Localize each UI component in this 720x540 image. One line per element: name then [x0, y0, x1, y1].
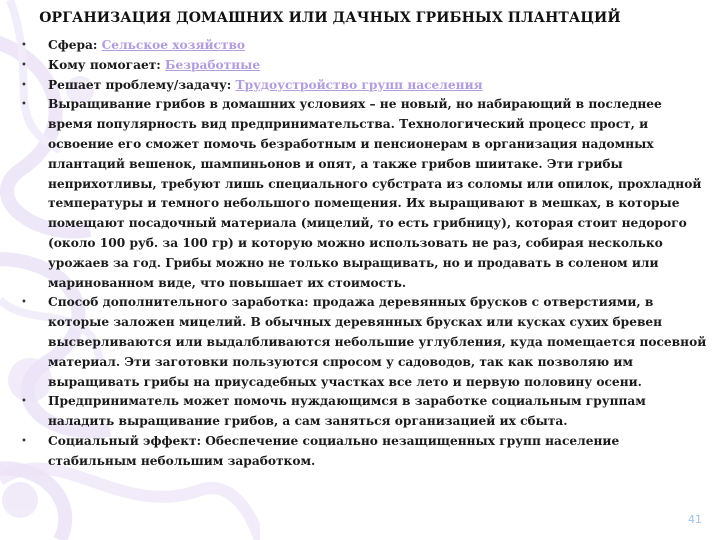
bullet-marker: • — [21, 59, 27, 71]
bullet-marker: • — [21, 40, 27, 51]
target-group-link[interactable]: Безработные — [165, 57, 261, 72]
item-label: Кому помогает: — [48, 57, 166, 72]
list-item — [18, 432, 708, 472]
item-label: Решает проблему/задачу: — [48, 77, 236, 92]
bullet-marker: • — [21, 297, 27, 309]
list-item — [18, 293, 708, 392]
item-text: Предприниматель может помочь нуждающимся в заработке социальным группам наладить выращивание грибов, а сам заняться организацией их сбыта. — [48, 394, 646, 429]
page-number: 41 — [688, 513, 702, 526]
bullet-marker: • — [21, 79, 27, 91]
slide-content — [18, 36, 708, 472]
bullet-marker: • — [21, 396, 27, 408]
list-item — [18, 76, 708, 96]
list-item — [18, 392, 708, 432]
sphere-link[interactable]: Сельское хозяйство — [101, 38, 246, 52]
item-text: Выращивание грибов в домашних условиях – не новый, но набирающий в последнее время популярность вид предпринимательства. Технологический процесс прост, и освоение его сможет помочь безработным и пенсионерам в организация надомных плантаций вешенок, шампиньонов и опят, а также грибов шиитаке. Эти грибы неприхотливы, требуют лишь специального субстрата из соломы или опилок, прохладной температуры и темного небольшого помещения. Их выращивают в мешках, в которые помещают посадочный материала (мицелий, то есть грибницу), которая стоит недорого (около 100 руб. за 100 гр) и которую можно использовать не раз, собирая несколько урожаев за год. Грибы можно не только выращивать, но и продавать в соленом или маринованном виде, что повышает их стоимость. — [48, 97, 702, 290]
bullet-marker: • — [21, 99, 27, 111]
bullet-list — [18, 36, 708, 472]
bullet-marker: • — [21, 435, 27, 447]
list-item — [18, 56, 708, 76]
list-item — [18, 95, 708, 293]
item-text: Способ дополнительного заработка: продажа деревянных брусков с отверстиями, в которые заложен мицелий. В обычных деревянных брусках или кусках сухих бревен высверливаются или выдалбливаются небольшие углубления, куда помещается посевной материал. Эти заготовки пользуются спросом у садоводов, так как позволяю им выращивать грибы на приусадебных участках все лето и первую половину осени. — [48, 295, 707, 389]
item-text: Социальный эффект: Обеспечение социально незащищенных групп население стабильным небольшим заработком. — [48, 433, 620, 468]
problem-link[interactable]: Трудоустройство групп населения — [235, 77, 483, 92]
item-label: Сфера: — [48, 38, 102, 52]
slide-title: ОРГАНИЗАЦИЯ ДОМАШНИХ ИЛИ ДАЧНЫХ ГРИБНЫХ ПЛАНТАЦИЙ — [39, 10, 621, 26]
list-item — [18, 36, 708, 56]
